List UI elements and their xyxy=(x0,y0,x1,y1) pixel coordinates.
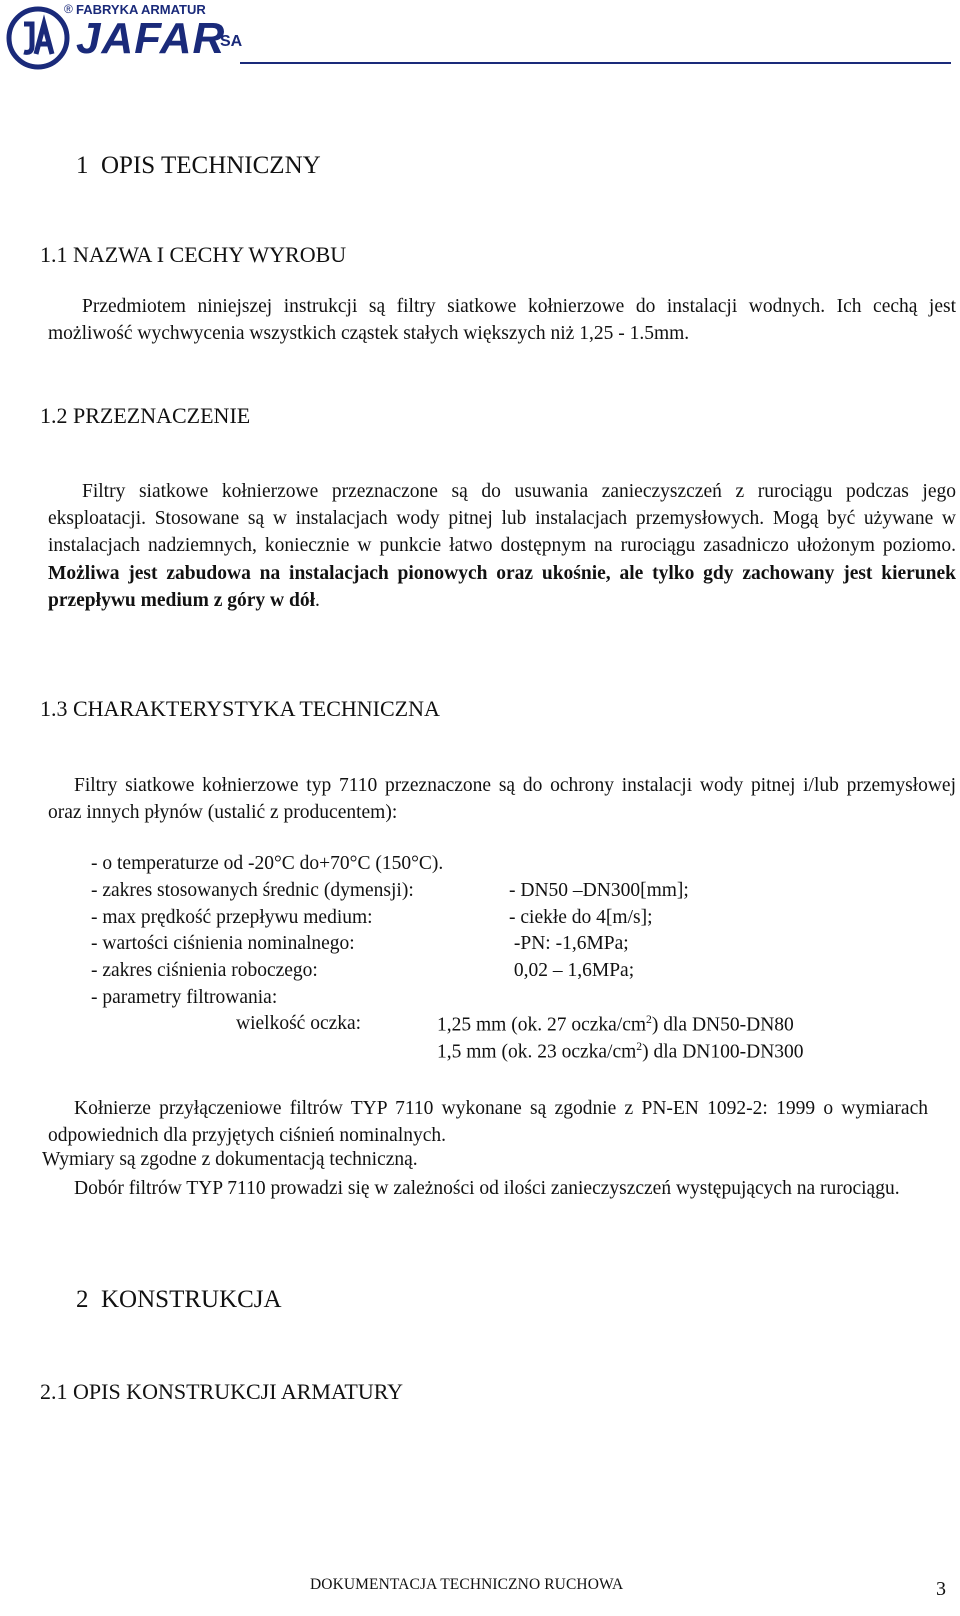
section-1-1-paragraph xyxy=(48,293,956,347)
mesh-size-line-2 xyxy=(437,1040,804,1064)
mesh-line-1-sup: 2 xyxy=(646,1013,652,1026)
spec-label: - max prędkość przepływu medium: xyxy=(91,907,373,928)
spec-row xyxy=(91,853,443,880)
spec-value: - ciekłe do 4[m/s]; xyxy=(509,907,653,928)
section-1-2-bold-text: Możliwa jest zabudowa na instalacjach pionowych oraz ukośnie, ale tylko gdy zachowany jest kierunek przepływu medium z góry w dół xyxy=(48,562,956,611)
mesh-line-2-suffix: ) dla DN100-DN300 xyxy=(642,1041,804,1063)
mesh-line-1-text: 1,25 mm (ok. 27 oczka/cm xyxy=(437,1014,647,1036)
spec-value: - DN50 –DN300[mm]; xyxy=(509,880,689,901)
section-1-1-text: Przedmiotem niniejszej instrukcji są filtry siatkowe kołnierzowe do instalacji wodnych. Ich cechą jest możliwość wychwycenia wszystkich cząstek stałych większych niż 1,25 - 1.5mm. xyxy=(48,296,956,345)
section-1-2-title: 1.2 PRZEZNACZENIE xyxy=(40,403,251,428)
mesh-line-2-text: 1,5 mm (ok. 23 oczka/cm xyxy=(437,1041,637,1063)
logo-suffix: SA xyxy=(220,33,243,50)
footer-doc-label: DOKUMENTACJA TECHNICZNO RUCHOWA xyxy=(310,1576,624,1593)
section-1-2-paragraph xyxy=(48,478,956,614)
section-2-1-title: 2.1 OPIS KONSTRUKCJI ARMATURY xyxy=(40,1379,404,1404)
mesh-size-label: wielkość oczka: xyxy=(236,1013,362,1034)
section-1-2-text: Filtry siatkowe kołnierzowe przeznaczone są do usuwania zanieczyszczeń z rurociągu podczas jego eksploatacji. Stosowane są w instalacjach wody pitnej lub instalacjach przemysłowych. Mogą być używane w instalacjach nadziemnych, koniecznie w punkcie łatwo dostępnym na rurociągu zasadniczo ułożonym poziomo. xyxy=(48,481,956,557)
spec-row xyxy=(91,933,629,960)
spec-label: - parametry filtrowania: xyxy=(91,987,278,1008)
section-2-title: 2 KONSTRUKCJA xyxy=(76,1286,282,1313)
company-logo xyxy=(6,2,256,72)
logo-top-text: FABRYKA ARMATUR xyxy=(76,2,206,17)
spec-label: - wartości ciśnienia nominalnego: xyxy=(91,933,355,954)
flange-paragraph xyxy=(48,1095,928,1149)
mesh-size-line-1 xyxy=(437,1013,794,1037)
logo-reg-mark: ® xyxy=(64,2,73,16)
section-1-3-paragraph xyxy=(48,772,956,826)
spec-row xyxy=(91,987,277,1014)
spec-row xyxy=(91,880,689,907)
spec-label: - o temperaturze od -20°C do+70°C (150°C). xyxy=(91,853,444,874)
section-1-3-text: Filtry siatkowe kołnierzowe typ 7110 przeznaczone są do ochrony instalacji wody pitnej i/lub przemysłowej oraz innych płynów (ustalić z producentem): xyxy=(48,775,956,824)
section-1-3-title: 1.3 CHARAKTERYSTYKA TECHNICZNA xyxy=(40,696,440,721)
logo-brand: JAFAR xyxy=(76,14,226,63)
dims-paragraph: Wymiary są zgodne z dokumentacją techniczną. xyxy=(42,1149,418,1170)
page-number: 3 xyxy=(936,1578,946,1600)
choice-paragraph xyxy=(48,1175,928,1202)
spec-value: -PN: -1,6MPa; xyxy=(509,933,629,954)
spec-label: - zakres stosowanych średnic (dymensji): xyxy=(91,880,414,901)
mesh-line-2-sup: 2 xyxy=(636,1040,643,1053)
flange-text: Kołnierze przyłączeniowe filtrów TYP 7110 wykonane są zgodnie z PN-EN 1092-2: 1999 o wymiarach odpowiednich dla przyjętych ciśnień nominalnych. xyxy=(48,1098,928,1147)
spec-row xyxy=(91,907,653,934)
section-1-2-text-end: . xyxy=(315,589,320,611)
section-1-title: 1 OPIS TECHNICZNY xyxy=(76,152,321,179)
choice-text: Dobór filtrów TYP 7110 prowadzi się w zależności od ilości zanieczyszczeń występujących na rurociągu. xyxy=(74,1178,900,1199)
spec-label: - zakres ciśnienia roboczego: xyxy=(91,960,318,981)
section-1-1-title: 1.1 NAZWA I CECHY WYROBU xyxy=(40,242,347,267)
spec-row xyxy=(91,960,635,987)
mesh-line-1-suffix: ) dla DN50-DN80 xyxy=(651,1014,794,1036)
spec-value: 0,02 – 1,6MPa; xyxy=(509,960,635,981)
header-rule xyxy=(240,62,951,64)
